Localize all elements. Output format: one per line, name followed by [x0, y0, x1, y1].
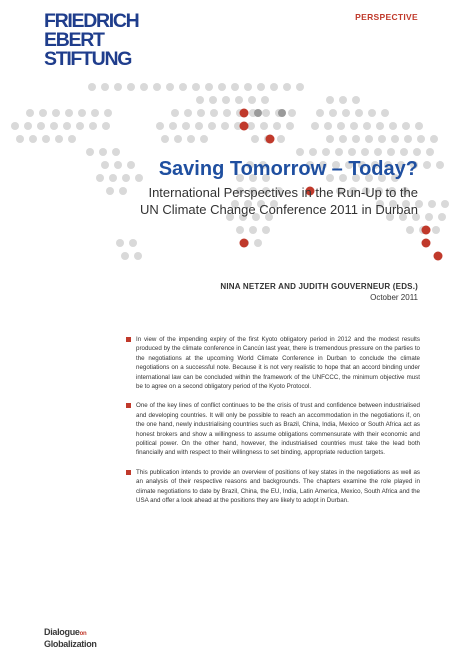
editors: NINA NETZER AND JUDITH GOUVERNEUR (EDS.) [220, 282, 418, 291]
map-dot [324, 122, 332, 130]
map-dot [296, 83, 304, 91]
map-dot [134, 252, 142, 260]
map-dot [112, 148, 120, 156]
publication-date: October 2011 [370, 293, 418, 302]
logo-line-3: STIFTUNG [44, 48, 132, 70]
map-dot [339, 135, 347, 143]
map-dot [335, 148, 343, 156]
map-dot [76, 122, 84, 130]
map-dot [244, 83, 252, 91]
map-dot [169, 122, 177, 130]
map-dot [361, 148, 369, 156]
map-dot [121, 252, 129, 260]
map-dot [102, 122, 110, 130]
map-dot [387, 148, 395, 156]
map-dot [153, 83, 161, 91]
map-dot [406, 226, 414, 234]
map-dot [273, 122, 281, 130]
map-dot [29, 135, 37, 143]
map-dot [236, 226, 244, 234]
map-dot [326, 135, 334, 143]
map-dot [348, 148, 356, 156]
map-dot [415, 122, 423, 130]
map-dot [129, 239, 137, 247]
map-dot [171, 109, 179, 117]
map-dot [352, 135, 360, 143]
footer-line-2: Globalization [44, 638, 97, 649]
map-dot [222, 96, 230, 104]
map-dot [329, 109, 337, 117]
map-dot [260, 122, 268, 130]
map-dot [365, 135, 373, 143]
map-dot [221, 122, 229, 130]
map-dot [277, 135, 285, 143]
map-dot-highlight [240, 109, 249, 118]
map-dot [114, 83, 122, 91]
map-dot [426, 148, 434, 156]
map-dot [78, 109, 86, 117]
map-dot [205, 83, 213, 91]
map-dot-dark [278, 109, 286, 117]
map-dot [438, 213, 446, 221]
map-dot [249, 226, 257, 234]
map-dot [192, 83, 200, 91]
summary-bullets [126, 335, 420, 516]
map-dot [355, 109, 363, 117]
map-dot [104, 109, 112, 117]
map-dot [262, 109, 270, 117]
map-dot [389, 122, 397, 130]
summary-bullet-2 [126, 401, 420, 457]
map-dot [436, 161, 444, 169]
map-dot [288, 109, 296, 117]
map-dot [400, 148, 408, 156]
map-dot [235, 96, 243, 104]
series-label: PERSPECTIVE [355, 12, 418, 22]
map-dot [24, 122, 32, 130]
map-dot [140, 83, 148, 91]
map-dot [309, 148, 317, 156]
map-dot [88, 83, 96, 91]
map-dot [368, 109, 376, 117]
map-dot [179, 83, 187, 91]
map-dot [248, 96, 256, 104]
map-dot [270, 83, 278, 91]
map-dot [52, 109, 60, 117]
logo-line-2: EBERT [44, 29, 104, 51]
map-dot [378, 135, 386, 143]
map-dot [350, 122, 358, 130]
map-dot [86, 148, 94, 156]
map-dot-highlight [434, 252, 443, 261]
summary-bullet-3 [126, 468, 420, 506]
map-dot [257, 83, 265, 91]
map-dot [16, 135, 24, 143]
summary-bullet-1 [126, 335, 420, 391]
map-dot [50, 122, 58, 130]
map-dot [196, 96, 204, 104]
map-dot [432, 226, 440, 234]
subtitle-line-1: International Perspectives in the Run-Up to the [148, 185, 418, 200]
map-dot [402, 122, 410, 130]
map-dot [376, 122, 384, 130]
map-dot [381, 109, 389, 117]
map-dot [116, 239, 124, 247]
map-dot [231, 83, 239, 91]
map-dot [99, 148, 107, 156]
footer-line-1: Dialogue [44, 627, 80, 637]
map-dot [430, 135, 438, 143]
map-dot-highlight [266, 135, 275, 144]
subtitle-line-2: UN Climate Change Conference 2011 in Durban [140, 202, 418, 217]
map-dot [195, 122, 203, 130]
map-dot [209, 96, 217, 104]
map-dot [182, 122, 190, 130]
map-dot [223, 109, 231, 117]
map-dot [65, 109, 73, 117]
map-dot [425, 213, 433, 221]
map-dot [218, 83, 226, 91]
map-dot [352, 96, 360, 104]
bullet-square-icon [126, 470, 131, 475]
map-dot [339, 96, 347, 104]
map-dot [63, 122, 71, 130]
map-dot [413, 148, 421, 156]
map-dot [26, 109, 34, 117]
bullet-text: One of the key lines of conflict continues to be the crisis of trust and confidence between industrialised and developing countries. It will only be possible to reach an accommodation in the negotiations if, on the one hand, newly industrialising countries such as Brazil, China, India, Mexico or South Africa act as honest brokers and show a willingness to assume obligations commensurate with their economic and political power. On the other hand, however, the industrialised countries must take the lead both financially and with respect to their willingness to set binding, appropriate reduction targets. [136, 402, 420, 457]
map-dot [156, 122, 164, 130]
map-dot [39, 109, 47, 117]
map-dot [101, 83, 109, 91]
map-dot [127, 83, 135, 91]
map-dot [55, 135, 63, 143]
map-dot-highlight [240, 122, 249, 131]
map-dot [337, 122, 345, 130]
footer-on: on [79, 631, 87, 637]
map-dot-dark [254, 109, 262, 117]
map-dot [363, 122, 371, 130]
map-dot [184, 109, 192, 117]
map-dot [254, 239, 262, 247]
map-dot [89, 122, 97, 130]
map-dot [322, 148, 330, 156]
map-dot [316, 109, 324, 117]
bullet-text: This publication intends to provide an overview of positions of key states in the negotiations as well as an analysis of their respective reasons and backgrounds. The chapters examine the role played in climate negotiations to date by Brazil, China, the EU, India, Latin America, Mexico, South Africa and the USA and offer a look ahead at the positions they are likely to adopt in Durban. [136, 468, 420, 505]
map-dot [261, 96, 269, 104]
map-dot [326, 96, 334, 104]
map-dot [68, 135, 76, 143]
logo-line-1: FRIEDRICH [44, 10, 139, 32]
map-dot [11, 122, 19, 130]
map-dot-highlight [422, 226, 431, 235]
map-dot [208, 122, 216, 130]
map-dot [42, 135, 50, 143]
bullet-square-icon [126, 337, 131, 342]
document-subtitle [40, 184, 418, 218]
map-dot [200, 135, 208, 143]
map-dot [262, 226, 270, 234]
map-dot [417, 135, 425, 143]
bullet-text: In view of the impending expiry of the first Kyoto obligatory period in 2012 and the modest results produced by the climate conference in Cancún last year, there is tremendous pressure on the parties to the negotiations at the upcoming World Climate Conference in Durban to conclude the climate negotiations on a successful note. Because it is not very realistic to hope that an accord binding under international law can be concluded within the framework of the UNFCCC, the minimum objective must be to agree on a second obligatory period of the Kyoto Protocol. [136, 336, 420, 391]
map-dot [37, 122, 45, 130]
map-dot [286, 122, 294, 130]
map-dot [210, 109, 218, 117]
map-dot [342, 109, 350, 117]
map-dot [391, 135, 399, 143]
map-dot [404, 135, 412, 143]
map-dot [166, 83, 174, 91]
map-dot [423, 161, 431, 169]
map-dot-highlight [422, 239, 431, 248]
document-title: Saving Tomorrow – Today? [158, 158, 418, 180]
map-dot [311, 122, 319, 130]
bullet-square-icon [126, 403, 131, 408]
map-dot [174, 135, 182, 143]
map-dot [441, 200, 449, 208]
map-dot [91, 109, 99, 117]
map-dot [187, 135, 195, 143]
map-dot [197, 109, 205, 117]
fes-logo [44, 12, 154, 69]
map-dot [374, 148, 382, 156]
map-dot [296, 148, 304, 156]
dialogue-on-globalization-logo [44, 628, 97, 649]
map-dot [251, 135, 259, 143]
map-dot [428, 200, 436, 208]
map-dot [161, 135, 169, 143]
map-dot-highlight [240, 239, 249, 248]
map-dot [283, 83, 291, 91]
